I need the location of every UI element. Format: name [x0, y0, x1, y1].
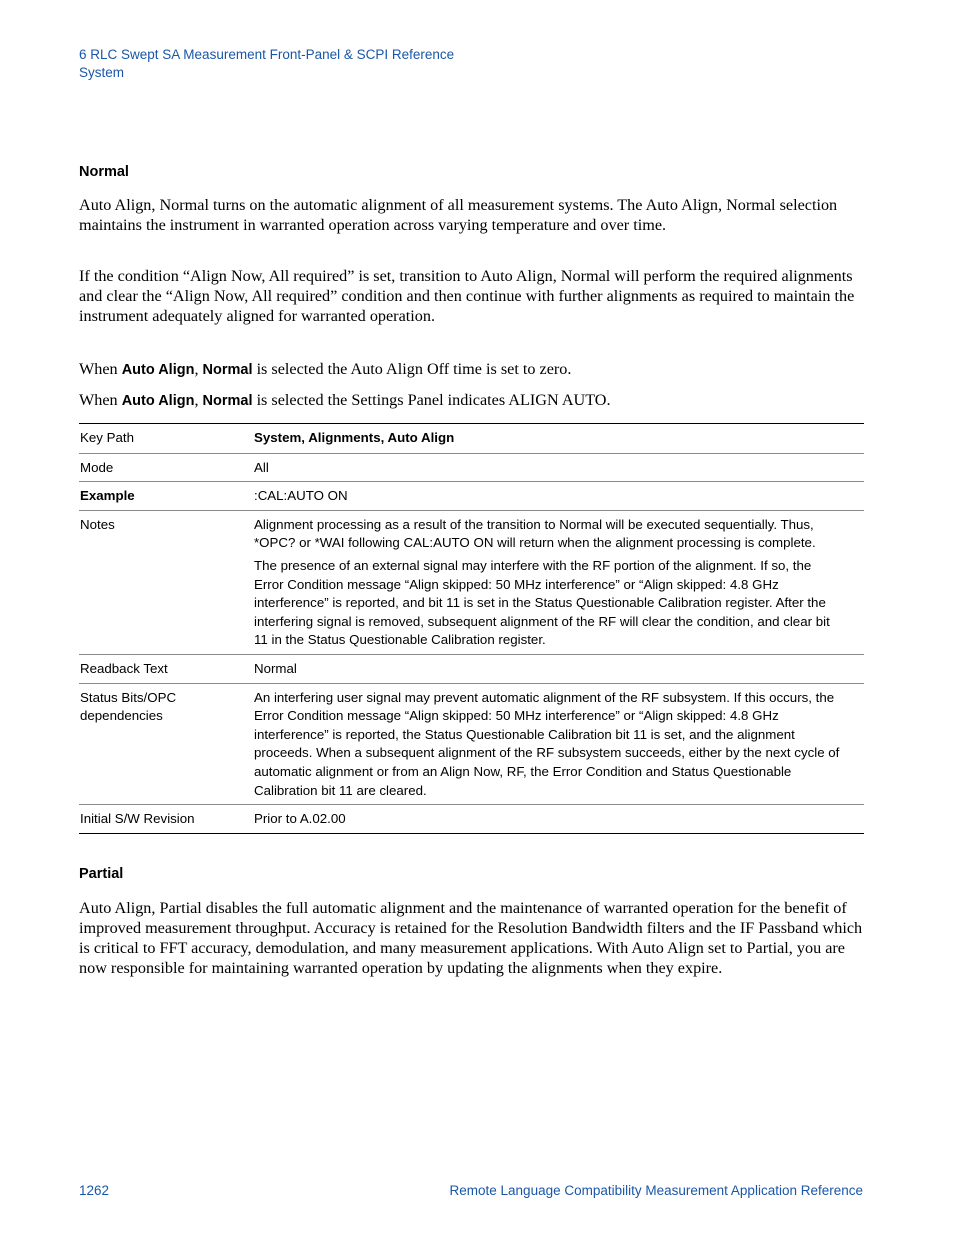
example-value: :CAL:AUTO ON — [254, 482, 864, 511]
status-bits-label-line1: Status Bits/OPC — [80, 689, 177, 705]
reference-table — [79, 423, 864, 834]
text: When — [79, 360, 122, 378]
readback-value: Normal — [254, 654, 864, 683]
status-bits-label — [79, 683, 254, 805]
normal-paragraph-1: Auto Align, Normal turns on the automatic alignment of all measurement systems. The Auto Align, Normal selection maintains the instrument in warranted operation across varying temperature and over time. — [79, 196, 838, 234]
text: is selected the Auto Align Off time is set to zero. — [252, 360, 572, 378]
notes-value — [254, 510, 864, 654]
partial-title: Partial — [79, 866, 124, 882]
chapter-heading: 6 RLC Swept SA Measurement Front-Panel & SCPI Reference — [79, 47, 455, 62]
revision-value: Prior to A.02.00 — [254, 805, 864, 834]
text: is selected the Settings Panel indicates ALIGN AUTO. — [252, 391, 611, 409]
normal-paragraph-2: If the condition “Align Now, All required” is set, transition to Auto Align, Normal will perform the required alignments and clear the “Align Now, All required” condition and then continue with further alignments as required to maintain the instrument adequately aligned for warranted operation. — [79, 267, 855, 325]
softkey-normal: Normal — [202, 362, 253, 378]
softkey-normal: Normal — [202, 393, 253, 409]
separator: , — [194, 391, 203, 409]
table-row — [79, 654, 864, 683]
readback-label: Readback Text — [79, 654, 254, 683]
table-row — [79, 683, 864, 805]
separator: , — [194, 360, 203, 378]
notes-paragraph-1: Alignment processing as a result of the transition to Normal will be executed sequentially. Thus, *OPC? or *WAI following CAL:AUTO ON will return when the alignment processing is complete. — [254, 516, 816, 551]
notes-paragraph-2: The presence of an external signal may interfere with the RF portion of the alignment. If so, the Error Condition message “Align skipped: 50 MHz interference” or “Align skipped: 4.8 GHz interference” is reported, and bit 11 is set in the Status Questionable Calibration register. After the interfering signal is removed, subsequent alignment of the RF will clear the condition, and clear bit 11 in the Status Questionable Calibration register. — [254, 557, 830, 648]
revision-label: Initial S/W Revision — [79, 805, 254, 834]
key-path-label: Key Path — [79, 424, 254, 454]
page-number: 1262 — [79, 1183, 110, 1198]
normal-paragraph-3 — [79, 359, 864, 380]
notes-label: Notes — [79, 510, 254, 654]
status-bits-value: An interfering user signal may prevent automatic alignment of the RF subsystem. If this occurs, the Error Condition message “Align skipped: 50 MHz interference” or “Align skipped: 4.8 GHz interference” is reported, the Status Questionable Calibration bit 11 is set, and the alignment proceeds. When a subsequent alignment of the RF subsystem succeeds, either by the next cycle of automatic alignment or from an Align Now, RF, the Error Condition and Status Questionable Calibration bit 11 are cleared. — [254, 683, 864, 805]
table-row — [79, 510, 864, 654]
running-header — [79, 46, 454, 82]
softkey-auto-align: Auto Align — [121, 393, 195, 409]
footer-doc-title: Remote Language Compatibility Measurement Application Reference — [449, 1183, 863, 1198]
table-row — [79, 453, 864, 482]
table-row — [79, 482, 864, 511]
example-label: Example — [79, 482, 254, 511]
normal-title: Normal — [79, 164, 129, 180]
partial-paragraph-1: Auto Align, Partial disables the full automatic alignment and the maintenance of warranted operation for the benefit of improved measurement throughput. Accuracy is retained for the Resolution Bandwidth filters and the IF Passband which is critical to FFT accuracy, demodulation, and many measurement applications. With Auto Align set to Partial, you are now responsible for maintaining warranted operation by updating the alignments when they expire. — [79, 899, 863, 977]
mode-value: All — [254, 453, 864, 482]
text: When — [79, 391, 122, 409]
key-path-value: System, Alignments, Auto Align — [254, 424, 864, 454]
table-row — [79, 805, 864, 834]
table-row — [79, 424, 864, 454]
status-bits-label-line2: dependencies — [80, 708, 163, 724]
section-heading: System — [79, 65, 125, 80]
softkey-auto-align: Auto Align — [121, 362, 195, 378]
mode-label: Mode — [79, 453, 254, 482]
normal-paragraph-4 — [79, 390, 864, 411]
